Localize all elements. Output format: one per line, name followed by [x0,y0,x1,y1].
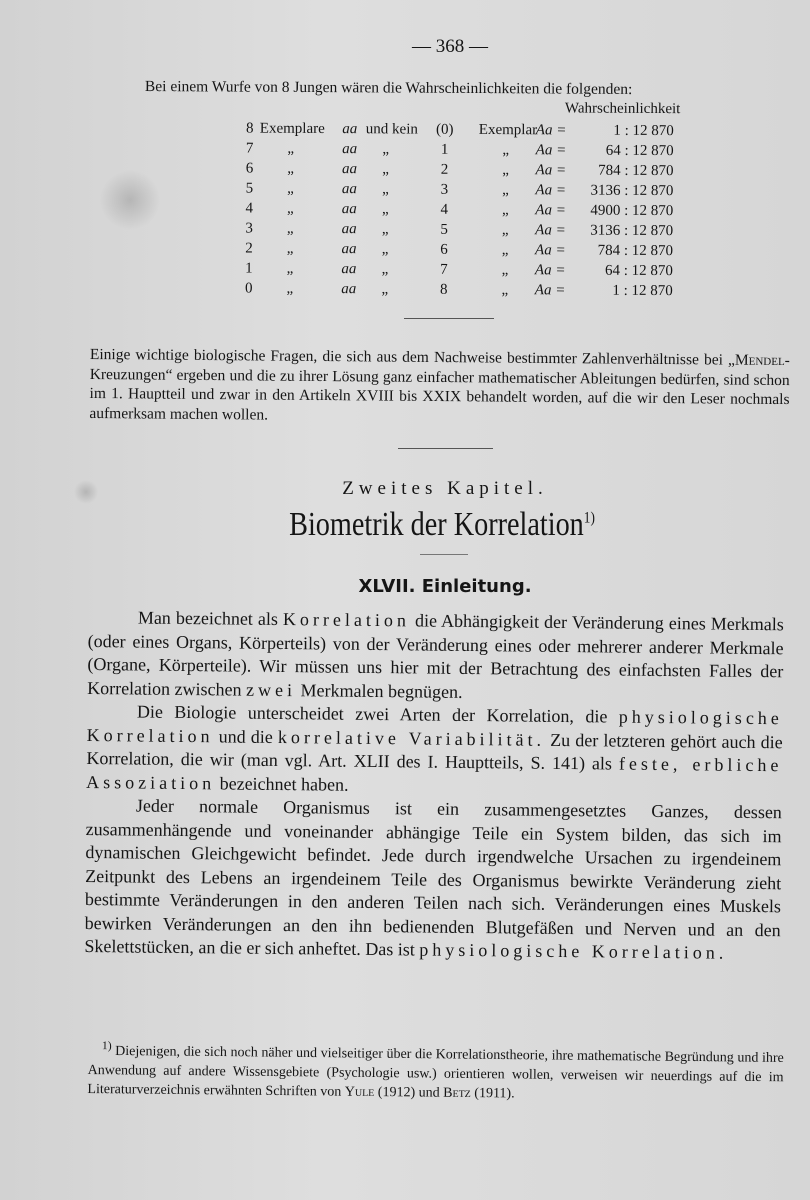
cell-und: „ [382,141,390,158]
cell-ex: „ [287,180,294,197]
note-paragraph [89,345,790,429]
cell-aa: aa [341,221,357,238]
cell-und: „ [381,201,389,218]
cell-n: 1 [245,260,253,277]
cell-k: 1 [440,141,449,158]
cell-n: 3 [245,220,254,237]
cell-k: 7 [440,261,448,278]
cell-k: 8 [440,281,448,298]
cell-n: 6 [245,160,254,177]
cell-Aa: Aa = [534,282,566,299]
footnote [87,1036,784,1106]
cell-und: „ [381,241,389,258]
cell-ex: Exemplare [259,120,325,137]
cell-Aa: Aa = [535,182,567,199]
cell-und: „ [381,281,389,298]
cell-frac: 1 : 12 870 [612,282,673,300]
cell-Aa: Aa = [535,202,566,219]
cell-aa: aa [341,261,357,278]
cell-ex: „ [286,260,294,277]
cell-aa: aa [341,241,357,258]
table-intro: Bei einem Wurfe von 8 Jungen wären die Wahrscheinlichkeiten die folgenden: [144,78,633,98]
cell-k: 3 [440,181,449,198]
cell-ex2: „ [501,202,509,219]
cell-Aa: Aa = [535,242,566,259]
cell-ex2: „ [502,162,509,179]
cell-frac: 64 : 12 870 [605,142,674,160]
chapter-title [75,506,809,544]
footnote-text: $^{1)}$ Diejenigen, die sich noch näher und vielseitiger über die Korrelationstheorie, ihre mathematische Begründung und ihre Anwendung auf andere Wissensgebiete (Psychologie usw.) orientieren wollen, verweisen wir neuerdings auf die im Literaturverzeichnis erwähnten Schriften von Yule (1912) und Betz (1911). [87,1039,784,1102]
cell-ex: „ [286,220,294,237]
cell-und: „ [381,221,389,238]
cell-k: 2 [440,161,449,178]
cell-n: 8 [246,120,254,137]
cell-frac: 3136 : 12 870 [590,182,674,200]
cell-ex: „ [287,140,295,157]
cell-n: 0 [245,280,253,297]
cell-frac: 3136 : 12 870 [590,222,674,240]
cell-k: 5 [440,221,448,238]
paragraph: Jeder normale Organismus ist ein zusammengesetztes Ganzes, dessen zusammenhängende und voneinander abhängige Teile ein System bilden, das sich im dynamischen Gleichgewicht befindet. Jede durch irgendwelche Ursachen zu irgendeinem Zeitpunkt des Lebens an irgendeinem Teile des Organismus bewirkte Veränderung zieht bestimmte Veränderungen in den anderen Teilen nach sich. Veränderungen eines Muskels bewirken Veränderungen an den ihn bedienenden Blutgefäßen und Nerven und an den Skelettstücken, an die er sich anheftet. Das ist physiologische Korrelation. [84,795,782,963]
cell-und: „ [381,261,389,278]
cell-ex2: „ [501,242,509,259]
paragraph: Die Biologie unterscheidet zwei Arten der Korrelation, die physiologische Korrelation und die korrelative Variabilität. Zu der letzteren gehört auch die Korrelation, die wir (man vgl. Art. XLII des I. Hauptteils, S. 141) als feste, erbliche Assoziation bezeichnet haben. [86,701,783,795]
paragraph: Man bezeichnet als Korrelation die Abhängigkeit der Veränderung eines Merkmals (oder eines Organs, Körperteils) von der Veränderung eines oder mehrerer anderer Merkmale (Organe, Körperteile). Wir müssen uns hier mit der Betrachtung des einfachsten Falles der Korrelation zwischen zwei Merkmalen begnügen. [87,607,784,702]
cell-n: 7 [245,140,254,157]
footnote-ref: 1) [583,509,595,527]
cell-ex: „ [286,280,294,297]
cell-aa: aa [342,161,358,178]
cell-ex2: „ [501,282,509,299]
cell-frac: 784 : 12 870 [597,242,674,260]
cell-aa: aa [342,141,358,158]
cell-k: (0) [436,121,454,138]
cell-k: 6 [440,241,448,258]
cell-aa: aa [341,181,357,198]
cell-ex: „ [287,160,294,177]
body-text [84,606,784,966]
cell-Aa: Aa = [535,142,567,159]
cell-und: „ [382,161,389,178]
cell-ex: „ [286,240,294,257]
mendel-name: Mendel [734,351,785,370]
cell-und: und kein [365,121,418,138]
cell-k: 4 [440,201,449,218]
cell-frac: 1 : 12 870 [613,122,674,140]
cell-frac: 784 : 12 870 [598,162,674,180]
cell-ex: „ [286,200,294,217]
table-header: Wahrscheinlichkeit [564,100,681,118]
cell-n: 2 [245,240,253,257]
cell-aa: aa [341,281,357,298]
cell-aa: aa [341,201,357,218]
divider [398,448,493,449]
cell-und: „ [382,181,389,198]
chapter-heading: Zweites Kapitel. [342,478,548,499]
cell-ex2: Exemplar [478,121,538,139]
probability-table [0,97,810,302]
title-text: Biometrik der Korrelation [289,506,584,543]
cell-ex2: „ [501,222,509,239]
cell-Aa: Aa = [535,162,567,179]
cell-Aa: Aa = [535,222,566,239]
cell-ex2: „ [501,262,509,279]
cell-n: 4 [245,200,254,217]
cell-ex2: „ [502,142,510,159]
cell-n: 5 [245,180,254,197]
cell-frac: 4900 : 12 870 [590,202,674,220]
cell-Aa: Aa = [534,262,566,279]
page-number: — 368 — [412,36,488,57]
section-heading: XLVII. Einleitung. [358,576,532,597]
note-text: -Kreuzungen“ ergeben und die zu ihrer Lösung ganz einfacher mathematischer Ableitungen bedürfen, sind schon im 1. Hauptteil und zwar in den Artikeln XVIII bis XXIX behandelt worden, auf die wir den Leser nochmals aufmerksam machen wollen. [89,352,790,424]
table-row [0,279,809,304]
cell-ex2: „ [502,182,509,199]
divider [420,554,468,555]
cell-frac: 64 : 12 870 [604,262,673,280]
cell-aa: aa [342,121,358,138]
cell-Aa: Aa = [535,122,567,139]
note-text: Einige wichtige biologische Fragen, die sich aus dem Nachweise bestimmter Zahlenverhältnisse bei „ [89,345,735,369]
divider [404,318,494,319]
